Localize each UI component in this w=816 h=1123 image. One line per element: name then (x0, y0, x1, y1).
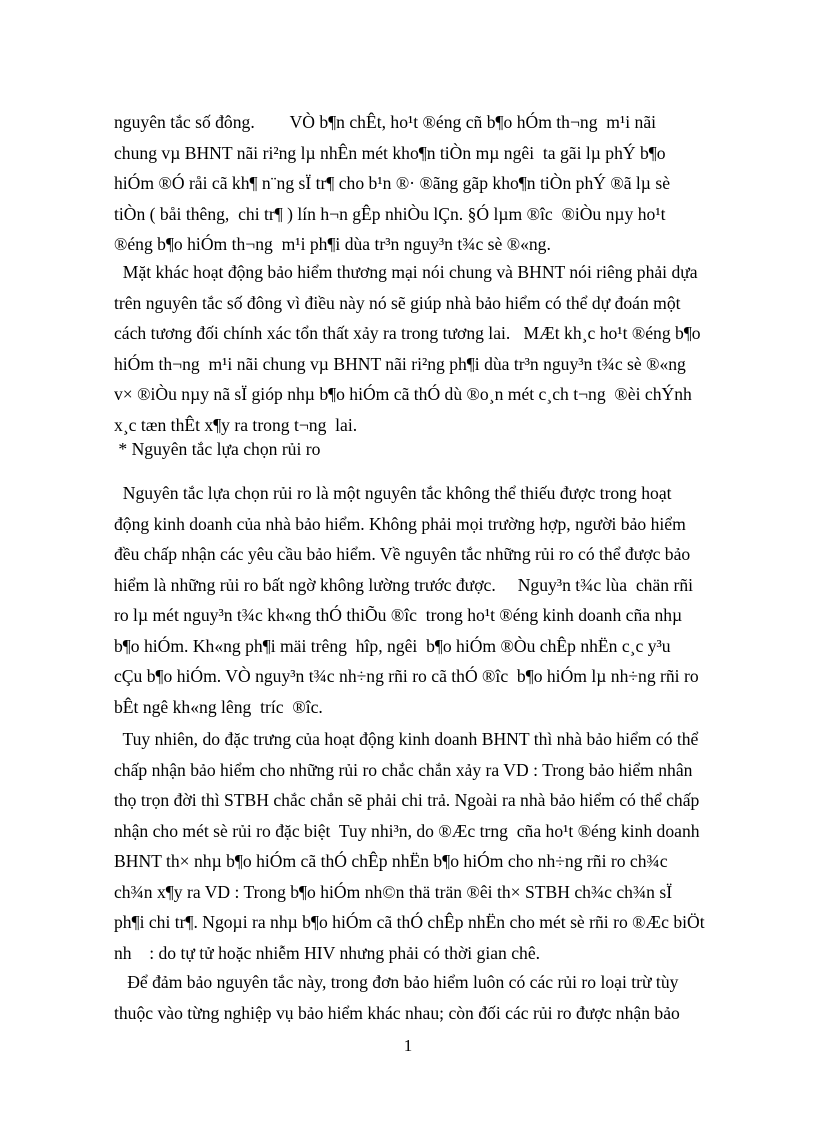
text-line: cách tương đối chính xác tổn thất xảy ra trong tương lai. MÆt kh¸c ho¹t ®éng b¶o (114, 323, 701, 343)
text-line: động kinh doanh của nhà bảo hiểm. Không phải mọi trường hợp, người bảo hiểm (114, 513, 686, 534)
paragraph-3 (114, 478, 729, 722)
text-line: đều chấp nhận các yêu cầu bảo hiểm. Về nguyên tắc những rủi ro có thể được bảo (114, 544, 691, 564)
text-line: hiÓm ®Ó råi cã kh¶ n¨ng sÏ tr¶ cho b¹n ®· ®ãng gãp kho¶n tiÒn phÝ ®ã lµ sè (114, 173, 670, 193)
text-line: nhận cho mét sè rủi ro đặc biệt Tuy nhi³n, do ®Æc trng cña ho¹t ®éng kinh doanh (114, 820, 700, 841)
text-line: ®éng b¶o hiÓm th¬ng m¹i ph¶i dùa tr³n nguy³n t¾c sè ®«ng. (114, 234, 551, 254)
text-line: bÊt ngê kh«ng lêng tríc ®îc. (114, 696, 323, 717)
text-line: x¸c tæn thÊt x¶y ra trong t¬ng lai. (114, 414, 358, 435)
text-line: Để đảm bảo nguyên tắc này, trong đơn bảo hiểm luôn có các rủi ro loại trừ tùy (114, 972, 679, 992)
text-line: BHNT th× nhµ b¶o hiÓm cã thÓ chÊp nhËn b¶o hiÓm cho nh÷ng rñi ro ch¾c (114, 851, 668, 871)
text-line: ph¶i chi tr¶. Ngoµi ra nhµ b¶o hiÓm cã thÓ chÊp nhËn cho mét sè rñi ro ®Æc biÖt (114, 912, 705, 932)
text-line: chấp nhận bảo hiểm cho những rủi ro chắc chắn xảy ra VD : Trong bảo hiểm nhân (114, 759, 693, 780)
text-line: thuộc vào từng nghiệp vụ bảo hiểm khác nhau; còn đối các rủi ro được nhận bảo (114, 1002, 680, 1023)
text-line: v× ®iÒu nµy nã sÏ gióp nhµ b¶o hiÓm cã thÓ dù ®o¸n mét c¸ch t¬ng ®èi chÝnh (114, 384, 692, 404)
section-heading (114, 434, 729, 465)
text-line: ro lµ mét nguy³n t¾c kh«ng thÓ thiÕu ®îc trong ho¹t ®éng kinh doanh cña nhµ (114, 605, 683, 625)
page-number: 1 (403, 1036, 413, 1055)
text-line: tiÒn ( båi thêng, chi tr¶ ) lín h¬n gÊp nhiÒu lÇn. §Ó lµm ®îc ®iÒu nµy ho¹t (114, 203, 666, 224)
text-line: nguyên tắc số đông. VÒ b¶n chÊt, ho¹t ®éng cñ b¶o hÓm th¬ng m¹i nãi (114, 112, 657, 132)
text-line: ch¾n x¶y ra VD : Trong b¶o hiÓm nh©n thä trän ®êi th× STBH ch¾c ch¾n sÏ (114, 881, 673, 902)
paragraph-4 (114, 724, 729, 968)
text-line: nh : do tự tử hoặc nhiễm HIV nhưng phải có thời gian chê. (114, 942, 541, 963)
text-line: hiÓm th¬ng m¹i nãi chung vµ BHNT nãi ri²ng ph¶i dùa tr³n nguy³n t¾c sè ®«ng (114, 353, 686, 374)
text-line: b¶o hiÓm. Kh«ng ph¶i mäi trêng hîp, ngêi b¶o hiÓm ®Òu chÊp nhËn c¸c y³u (114, 635, 671, 656)
text-line: cÇu b¶o hiÓm. VÒ nguy³n t¾c nh÷ng rñi ro cã thÓ ®îc b¶o hiÓm lµ nh÷ng rñi ro (114, 666, 699, 686)
text-line: chung vµ BHNT nãi ri²ng lµ nhÊn mét kho¶n tiÒn mµ ngêi ta gãi lµ phÝ b¶o (114, 142, 666, 163)
text-line: Mặt khác hoạt động bảo hiểm thương mại nói chung và BHNT nói riêng phải dựa (114, 262, 698, 282)
text-line: trên nguyên tắc số đông vì điều này nó sẽ giúp nhà bảo hiểm có thể dự đoán một (114, 292, 681, 313)
text-line: Nguyên tắc lựa chọn rủi ro là một nguyên tắc không thể thiếu được trong hoạt (114, 483, 672, 503)
text-line: Tuy nhiên, do đặc trưng của hoạt động kinh doanh BHNT thì nhà bảo hiểm có thể (114, 729, 699, 749)
paragraph-1 (114, 107, 729, 260)
text-line: thọ trọn đời thì STBH chắc chắn sẽ phải chi trả. Ngoài ra nhà bảo hiểm có thể chấp (114, 790, 700, 810)
heading-line: * Nguyên tắc lựa chọn rủi ro (114, 439, 321, 459)
paragraph-5 (114, 967, 729, 1028)
paragraph-2 (114, 257, 729, 440)
text-line: hiểm là những rủi ro bất ngờ không lường trước được. Nguy³n t¾c lùa chän rñi (114, 574, 694, 595)
